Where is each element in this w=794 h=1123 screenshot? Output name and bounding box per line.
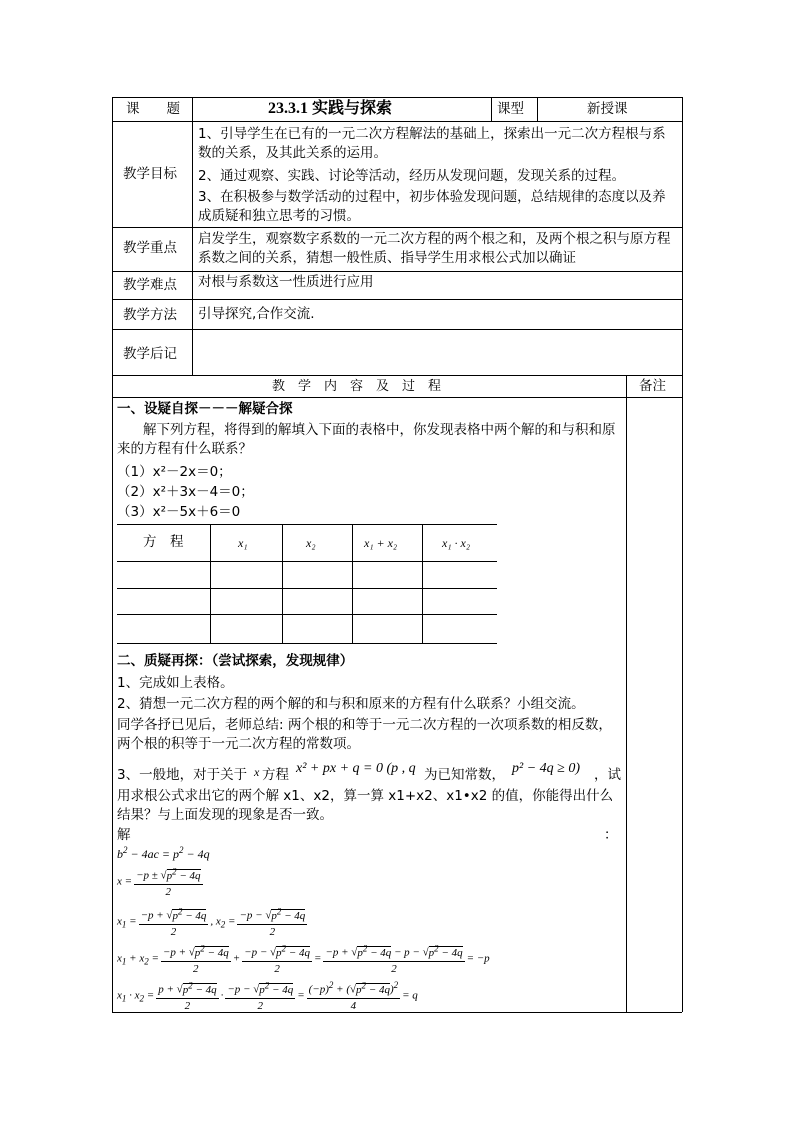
- inner-table-header: x₁ · x₂: [442, 536, 470, 550]
- goal-item: 2、通过观察、实践、讨论等活动，经历从发现问题，发现关系的过程。: [198, 168, 626, 184]
- row-divider: [112, 121, 682, 122]
- inner-table-line: [117, 524, 497, 525]
- header-divider: [537, 97, 538, 121]
- goals-label: 教学目标: [123, 166, 177, 182]
- goal-item: 1、引导学生在已有的一元二次方程解法的基础上，探索出一元二次方程根与系数的关系，及其此关系的运用。: [198, 126, 666, 161]
- section2-p4-var: x: [254, 765, 260, 779]
- section2-p3: 同学各抒已见后，老师总结: 两个根的和等于一元二次方程的一次项系数的相反数，两个根的积等于一元二次方程的常数项。: [117, 717, 612, 752]
- equation-1: （1）x²－2x＝0；: [117, 464, 232, 480]
- type-label: 课型: [497, 101, 524, 117]
- section2-p4-d: 为已知常数，: [424, 767, 505, 783]
- row-divider: [112, 299, 682, 300]
- solution-colon: ：: [604, 827, 618, 843]
- section2-p1: 1、完成如上表格。: [117, 675, 234, 691]
- equation-3: （3）x²－5x＋6＝0: [117, 504, 241, 520]
- row-divider: [112, 227, 682, 228]
- table-left-border: [112, 97, 113, 1012]
- row-divider: [112, 329, 682, 330]
- inner-table-line: [117, 643, 497, 644]
- inner-table-col: [210, 524, 211, 643]
- section1-intro: 解下列方程，将得到的解填入下面的表格中，你发现表格中两个解的和与积和原来的方程有什么联系？: [117, 422, 616, 457]
- key-label: 教学重点: [123, 240, 177, 256]
- inner-table-line: [117, 614, 497, 615]
- section2-p4-e: ，试: [594, 767, 621, 783]
- section2-p4-c: 方程: [262, 767, 289, 783]
- formula-sum: $x_1 + x_2$ = $\frac{-p + √p^2 - 4q}{2}$ + $\frac{-p - √p^2 - 4q}{2}$ = $\frac{-p + √p^2 - 4q - p - √p^2 - 4q}{2}$ = −p: [117, 943, 490, 975]
- label-column-divider: [192, 97, 193, 375]
- subject-label: 课 题: [126, 101, 180, 117]
- formula-discriminant: $b^2 - 4ac = p^2 - 4q$: [117, 845, 210, 861]
- inner-table-header: x₁ + x₂: [364, 536, 398, 550]
- content-title: 教 学 内 容 及 过 程: [272, 379, 442, 394]
- row-divider: [112, 271, 682, 272]
- key-text: 启发学生，观察数字系数的一元二次方程的两个根之和，及两个根之积与原方程系数之间的关系，猜想一般性质、指导学生用求根公式加以确证: [198, 231, 671, 266]
- section2-p4-f: 用求根公式求出它的两个解 x1、x2，算一算 x1+x2、x1•x2 的值，你能得出什么结果？与上面发现的现象是否一致。: [117, 788, 614, 823]
- inner-table-col: [422, 524, 423, 643]
- section2-p2: 2、猜想一元二次方程的两个解的和与积和原来的方程有什么联系？小组交流。: [117, 696, 585, 712]
- row-divider: [112, 375, 682, 376]
- section2-p4-equation: x² + px + q = 0 (p , q: [296, 761, 416, 776]
- difficulty-label: 教学难点: [123, 277, 177, 293]
- section2-p4-condition: p² − 4q ≥ 0): [512, 761, 580, 776]
- solution-label: 解: [117, 827, 131, 843]
- inner-table-col: [282, 524, 283, 643]
- after-label: 教学后记: [123, 346, 177, 362]
- section1-heading: 一、设疑自探－－－解疑合探: [117, 401, 293, 417]
- notes-label: 备注: [639, 378, 666, 394]
- section2-heading: 二、质疑再探：（尝试探索，发现规律）: [117, 653, 354, 669]
- inner-table-line: [117, 588, 497, 589]
- inner-table-header: 方 程: [143, 534, 184, 550]
- table-right-border: [682, 97, 683, 1012]
- table-top-border: [112, 97, 682, 98]
- inner-table-header: x₂: [306, 536, 316, 550]
- formula-product: $x_1 \cdot x_2$ = $\frac{p + √p^2 - 4q}{2}$ · $\frac{-p - √p^2 - 4q}{2}$ = $\frac{(-p)^2 + (√p^2 - 4q)^2}{4}$ = q: [117, 980, 418, 1012]
- section2-p4-a: 3、一般地，对于关于: [117, 767, 248, 783]
- header-divider: [491, 97, 492, 121]
- lesson-title: 23.3.1 实践与探索: [268, 100, 393, 117]
- method-text: 引导探究,合作交流.: [198, 306, 315, 322]
- difficulty-text: 对根与系数这一性质进行应用: [198, 274, 374, 290]
- type-value: 新授课: [587, 101, 628, 117]
- formula-roots: x = $\frac{-p \pm √p^2 - 4q}{2}$: [117, 866, 201, 898]
- method-label: 教学方法: [123, 307, 177, 323]
- row-divider: [112, 397, 682, 398]
- notes-column-divider: [626, 375, 627, 1012]
- formula-x1-x2: $x_1$ = $\frac{-p + √p^2 - 4q}{2}$ , $x_2$ = $\frac{-p - √p^2 - 4q}{2}$: [117, 906, 306, 938]
- equation-2: （2）x²＋3x－4＝0；: [117, 484, 254, 500]
- inner-table-header: x₁: [238, 536, 248, 550]
- inner-table-col: [352, 524, 353, 643]
- inner-table-line: [117, 561, 497, 562]
- goal-item: 3、在积极参与数学活动的过程中，初步体验发现问题，总结规律的态度以及养成质疑和独立思考的习惯。: [198, 189, 666, 224]
